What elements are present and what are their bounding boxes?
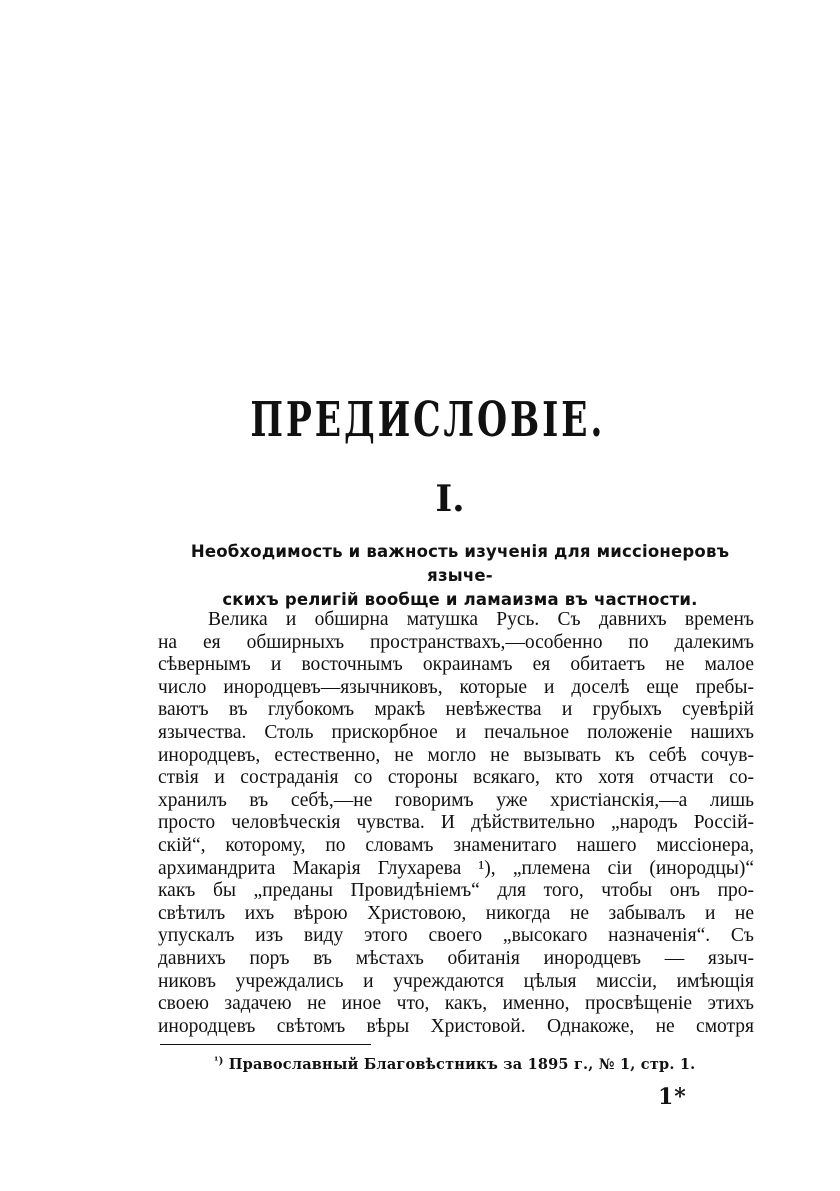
- body-line: число инородцевъ—язычниковъ, которые и доселѣ еще пребы-: [158, 676, 754, 698]
- footnote-marker: ¹): [214, 1056, 224, 1067]
- footnote-divider: [160, 1044, 371, 1045]
- body-line: никовъ учреждались и учреждаются цѣлыя миссіи, имѣющія: [158, 970, 754, 992]
- footnote-text: Православный Благовѣстникъ за 1895 г., № 1, стр. 1.: [228, 1056, 696, 1073]
- footnote: [214, 1056, 695, 1073]
- body-line: свѣтилъ ихъ вѣрою Христовою, никогда не забывалъ и не: [158, 902, 754, 924]
- section-numeral: [0, 478, 840, 520]
- body-line: архимандрита Макарія Глухарева ¹), „племена сіи (инородцы)“: [158, 857, 754, 879]
- page-title: [125, 392, 730, 448]
- subtitle-line: Необходимость и важность изученія для миссіонеровъ языче-: [190, 542, 730, 585]
- title-text: ПРЕДИСЛОВІЕ.: [250, 392, 606, 448]
- body-line: Велика и обширна матушка Русь. Съ давнихъ временъ: [208, 609, 754, 630]
- body-line: инородцевъ свѣтомъ вѣры Христовой. Однакоже, не смотря: [158, 1015, 754, 1037]
- body-line: инородцевъ, естественно, не могло не вызывать къ себѣ сочув-: [158, 744, 754, 766]
- subtitle-line: скихъ религій вообще и ламаизма въ частности.: [222, 590, 698, 609]
- section-numeral-text: I.: [435, 478, 465, 520]
- body-line: ваютъ въ глубокомъ мракѣ невѣжества и грубыхъ суевѣрій: [158, 699, 754, 721]
- body-line: своею задачею не иное что, какъ, именно, просвѣщеніе этихъ: [158, 993, 754, 1015]
- body-line: скій“, которому, по словамъ знаменитаго нашего миссіонера,: [158, 834, 754, 856]
- body-line: какъ бы „преданы Провидѣніемъ“ для того, чтобы онъ про-: [158, 880, 754, 902]
- section-subtitle: [160, 540, 760, 612]
- body-line: язычества. Столь прискорбное и печальное положеніе нашихъ: [158, 721, 754, 743]
- body-line: давнихъ поръ въ мѣстахъ обитанія инородцевъ — языч-: [158, 947, 754, 969]
- body-line: просто человѣческія чувства. И дѣйствительно „народъ Россій-: [158, 812, 754, 834]
- body-line: ствія и состраданія со стороны всякаго, кто хотя отчасти со-: [158, 767, 754, 789]
- body-line: упускалъ изъ виду этого своего „высокаго назначенія“. Съ: [158, 925, 754, 947]
- signature-mark: 1*: [658, 1084, 687, 1110]
- body-line: сѣвернымъ и восточнымъ окраинамъ ея обитаетъ не малое: [158, 654, 754, 676]
- body-text: [158, 609, 754, 1038]
- body-line: хранилъ въ себѣ,—не говоримъ уже христіанскія,—а лишь: [158, 789, 754, 811]
- body-line: на ея обширныхъ пространствахъ,—особенно по далекимъ: [158, 631, 754, 653]
